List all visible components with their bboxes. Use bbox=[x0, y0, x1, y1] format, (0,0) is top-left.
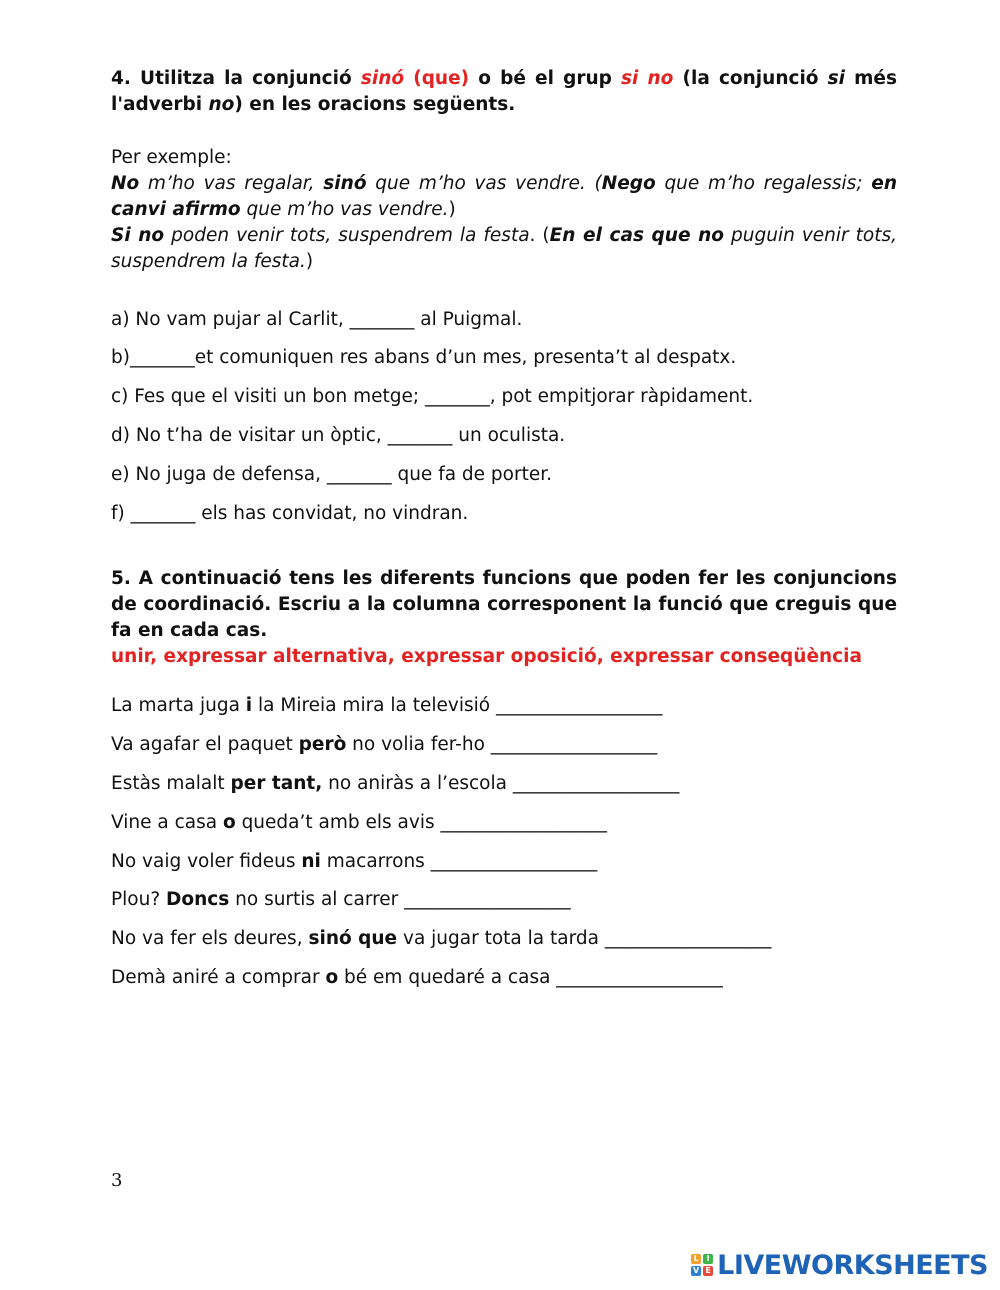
sentence-8[interactable]: Demà aniré a comprar o bé em quedaré a casa __________________ bbox=[111, 967, 723, 988]
logo-tile-e: E bbox=[703, 1266, 713, 1276]
page-number: 3 bbox=[111, 1170, 123, 1191]
sentence-5[interactable]: No vaig voler fideus ni macarrons __________________ bbox=[111, 851, 598, 872]
sentence-4[interactable]: Vine a casa o queda’t amb els avis __________________ bbox=[111, 812, 607, 833]
logo-tile-l: L bbox=[691, 1254, 701, 1264]
logo-tile-v: V bbox=[693, 1266, 700, 1275]
example-1: No m’ho vas regalar, sinó que m’ho vas vendre. (Nego que m’ho regalessis; en canvi afirmo que m’ho vas vendre.) bbox=[111, 173, 897, 220]
que-marker: (que) bbox=[413, 68, 470, 89]
sentence-1[interactable]: La marta juga i la Mireia mira la televisió __________________ bbox=[111, 695, 663, 716]
sentence-6[interactable]: Plou? Doncs no surtis al carrer __________________ bbox=[111, 889, 571, 910]
exercise-item-f[interactable]: f) _______ els has convidat, no vindran. bbox=[111, 503, 469, 524]
logo-text: LIVEWORKSHEETS bbox=[717, 1249, 988, 1281]
logo-tile-i: I bbox=[703, 1254, 713, 1264]
section-5-title: 5. A continuació tens les diferents funcions que poden fer les conjuncions de coordinació. Escriu a la columna corresponent la funció que creguis que fa en cada cas. bbox=[111, 568, 897, 641]
example-label: Per exemple: bbox=[111, 147, 232, 168]
exercise-item-c[interactable]: c) Fes que el visiti un bon metge; _______, pot empitjorar ràpidament. bbox=[111, 386, 754, 407]
liveworksheets-logo bbox=[691, 1248, 988, 1282]
exercise-item-d[interactable]: d) No t’ha de visitar un òptic, _______ un oculista. bbox=[111, 425, 566, 446]
exercise-item-b[interactable]: b)_______et comuniquen res abans d’un mes, presenta’t al despatx. bbox=[111, 347, 737, 368]
functions-list: unir, expressar alternativa, expressar oposició, expressar conseqüència bbox=[111, 646, 862, 667]
logo-grid-icon bbox=[691, 1254, 713, 1276]
exercise-item-a[interactable]: a) No vam pujar al Carlit, _______ al Puigmal. bbox=[111, 309, 523, 330]
example-2: Si no poden venir tots, suspendrem la festa. (En el cas que no puguin venir tots, suspendrem la festa.) bbox=[111, 225, 897, 272]
sentence-7[interactable]: No va fer els deures, sinó que va jugar tota la tarda __________________ bbox=[111, 928, 772, 949]
sentence-3[interactable]: Estàs malalt per tant, no aniràs a l’escola __________________ bbox=[111, 773, 680, 794]
section-4-title: 4. Utilitza la conjunció sinó (que) o bé el grup si no (la conjunció si més l'adverbi no) en les oracions següents. bbox=[111, 68, 897, 115]
exercise-item-e[interactable]: e) No juga de defensa, _______ que fa de porter. bbox=[111, 464, 553, 485]
sentence-2[interactable]: Va agafar el paquet però no volia fer-ho __________________ bbox=[111, 734, 658, 755]
example-block bbox=[111, 145, 897, 275]
